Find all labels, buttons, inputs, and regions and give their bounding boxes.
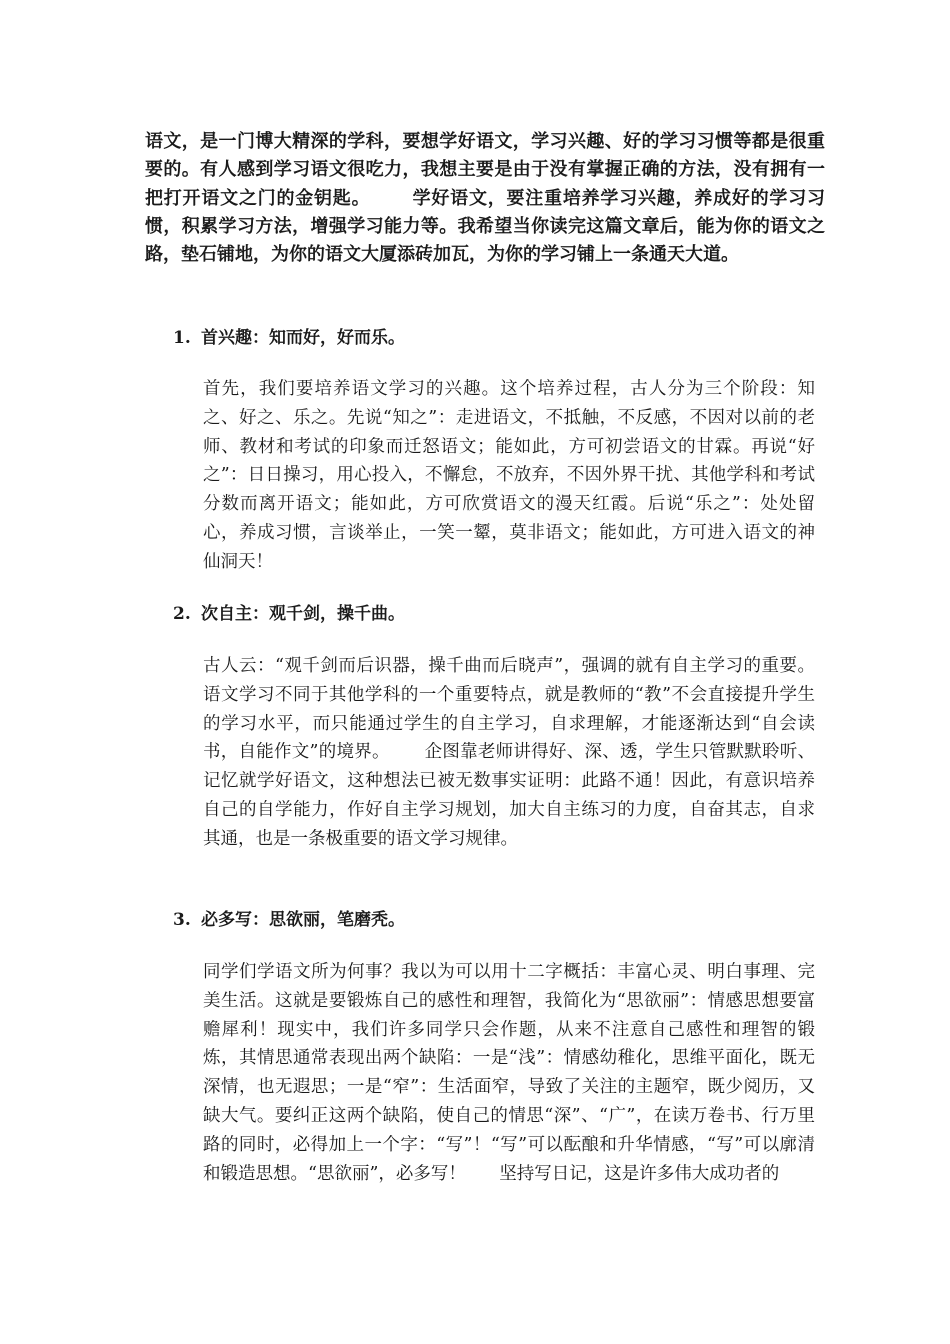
- section-body-2: 古人云：“观千剑而后识器，操千曲而后晓声”，强调的就有自主学习的重要。语文学习不同于其他学科的一个重要特点，就是教师的“教”不会直接提升学生的学习水平，而只能通过学生的自主学习，自求理解，才能逐渐达到“自会读书，自能作文”的境界。 企图靠老师讲得好、深、透，学生只管默默聆听、记忆就学好语文，这种想法已被无数事实证明：此路不通！因此，有意识培养自己的自学能力，作好自主学习规划，加大自主练习的力度，自奋其志，自求其通，也是一条极重要的语文学习规律。: [203, 656, 815, 849]
- section-body-1: 首先，我们要培养语文学习的兴趣。这个培养过程，古人分为三个阶段：知之、好之、乐之。先说“知之”：走进语文，不抵触，不反感，不因对以前的老师、教材和考试的印象而迁怒语文；能如此，方可初尝语文的甘霖。再说“好之”：日日操习，用心投入，不懈怠，不放弃，不因外界干扰、其他学科和考试分数而离开语文；能如此，方可欣赏语文的漫天红霞。后说“乐之”：处处留心，养成习惯，言谈举止，一笑一颦，莫非语文；能如此，方可进入语文的神仙洞天！: [203, 379, 815, 572]
- section-title-3: 必多写：思欲丽，笔磨秃。: [201, 910, 405, 930]
- section-heading-1: [173, 324, 813, 352]
- section-title-2: 次自主：观千剑，操千曲。: [201, 604, 405, 624]
- intro-paragraph: 语文，是一门博大精深的学科，要想学好语文，学习兴趣、好的学习习惯等都是很重要的。有人感到学习语文很吃力，我想主要是由于没有掌握正确的方法，没有拥有一把打开语文之门的金钥匙。 学好语文，要注重培养学习兴趣，养成好的学习习惯，积累学习方法，增强学习能力等。我希望当你读完这篇文章后，能为你的语文之路，垫石铺地，为你的语文大厦添砖加瓦，为你的学习铺上一条通天大道。: [145, 131, 825, 266]
- section-heading-2: [173, 600, 813, 628]
- section-number-2: 2.: [173, 604, 191, 624]
- section-heading-3: [173, 906, 813, 934]
- section-title-1: 首兴趣：知而好，好而乐。: [201, 328, 405, 348]
- section-number-3: 3.: [173, 910, 191, 930]
- section-number-1: 1.: [173, 328, 191, 348]
- section-body-3: 同学们学语文所为何事？我以为可以用十二字概括：丰富心灵、明白事理、完美生活。这就是要锻炼自己的感性和理智，我简化为“思欲丽”：情感思想要富赡犀利！现实中，我们许多同学只会作题，从来不注意自己感性和理智的锻炼，其情思通常表现出两个缺陷：一是“浅”：情感幼稚化，思维平面化，既无深情，也无遐思；一是“窄”：生活面窄，导致了关注的主题窄，既少阅历，又缺大气。要纠正这两个缺陷，使自己的情思“深”、“广”，在读万卷书、行万里路的同时，必得加上一个字：“写”！“写”可以酝酿和升华情感，“写”可以廓清和锻造思想。“思欲丽”，必多写！ 坚持写日记，这是许多伟大成功者的: [203, 962, 815, 1184]
